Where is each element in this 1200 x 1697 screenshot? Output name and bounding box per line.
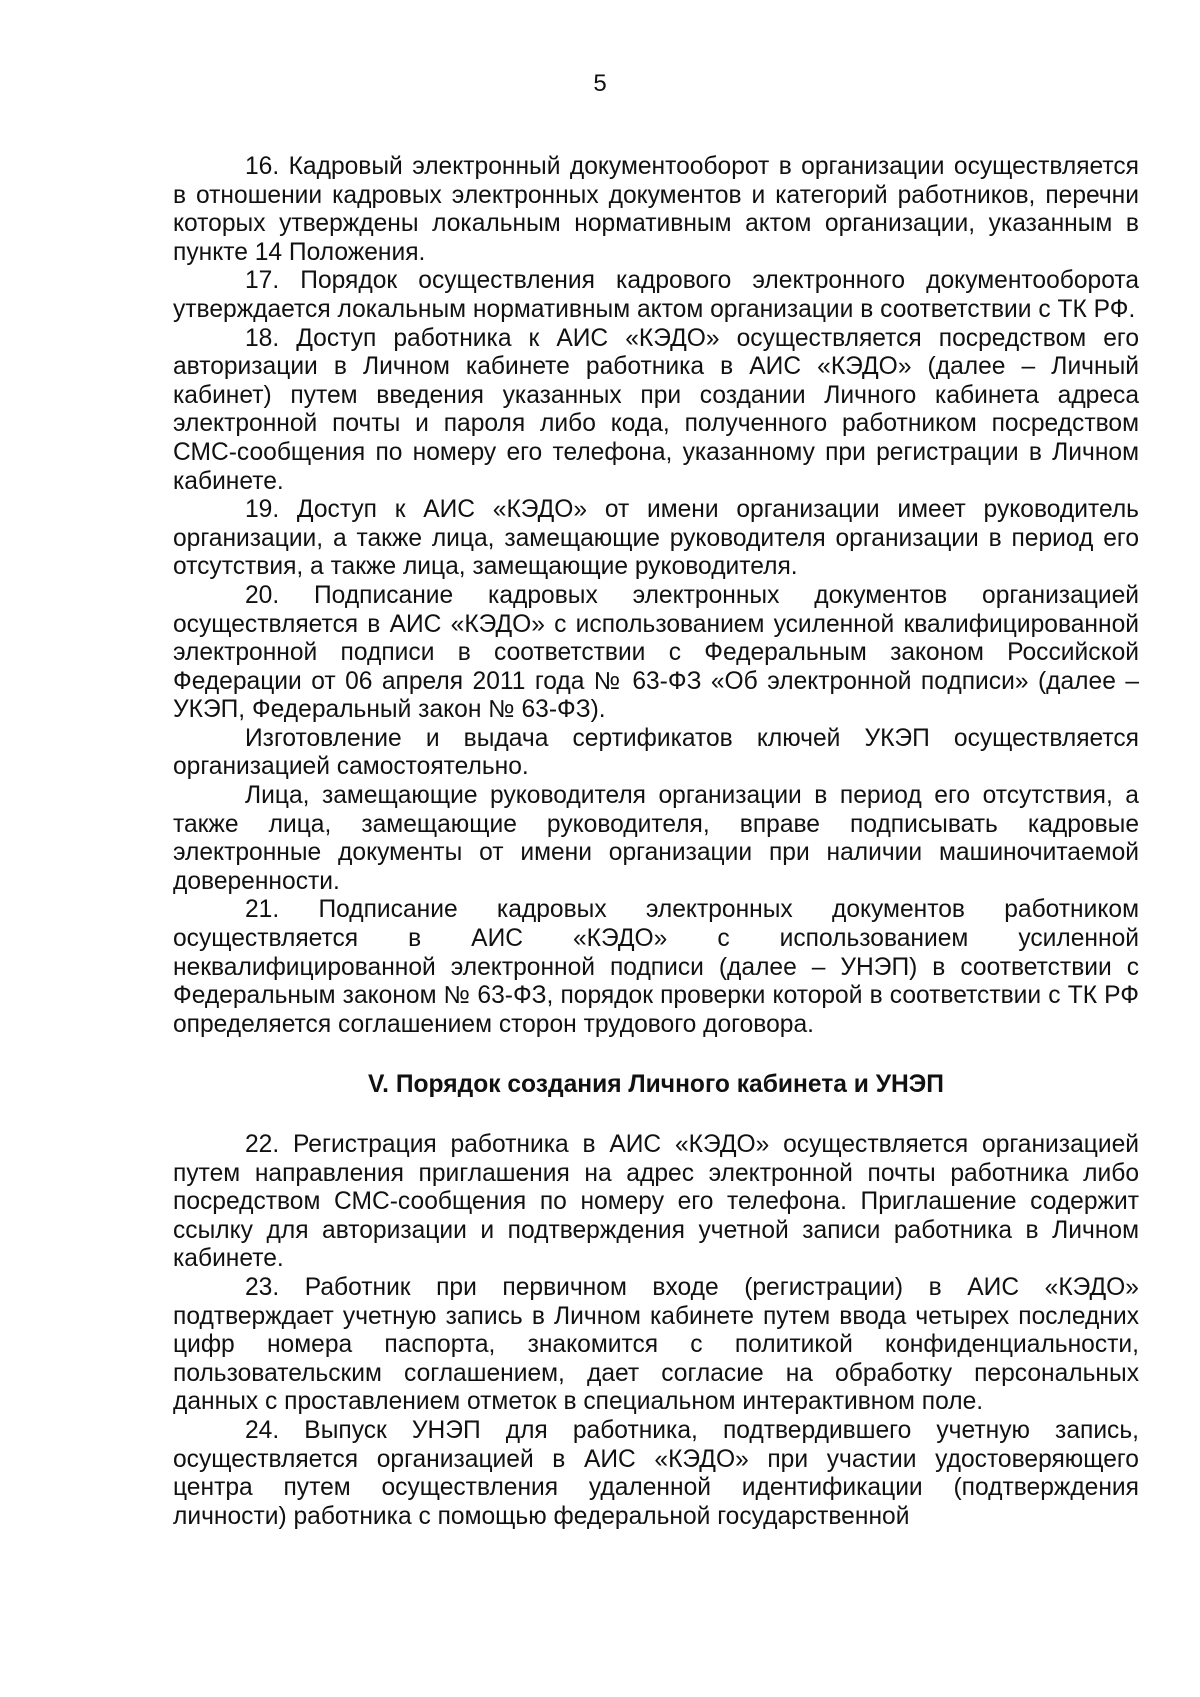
paragraph-23: 23. Работник при первичном входе (регистрации) в АИС «КЭДО» подтверждает учетную запись в Личном кабинете путем ввода четырех последних цифр номера паспорта, знакомится с политикой конфиденциальности, пользовательским соглашением, дает согласие на обработку персональных данных с проставлением отметок в специальном интерактивном поле. — [173, 1273, 1139, 1416]
paragraph-20-certificates: Изготовление и выдача сертификатов ключей УКЭП осуществляется организацией самостоятельно. — [173, 724, 1139, 781]
paragraph-17: 17. Порядок осуществления кадрового электронного документооборота утверждается локальным нормативным актом организации в соответствии с ТК РФ. — [173, 267, 1139, 323]
paragraph-20: 20. Подписание кадровых электронных документов организацией осуществляется в АИС «КЭДО» с использованием усиленной квалифицированной электронной подписи в соответствии с Федеральным законом Российской Федерации от 06 апреля 2011 года № 63-ФЗ «Об электронной подписи» (далее – УКЭП, Федеральный закон № 63-ФЗ). — [173, 581, 1139, 724]
paragraph-18: 18. Доступ работника к АИС «КЭДО» осуществляется посредством его авторизации в Личном кабинете работника в АИС «КЭДО» (далее – Личный кабинет) путем введения указанных при создании Личного кабинета адреса электронной почты и пароля либо кода, полученного работником посредством СМС-сообщения по номеру его телефона, указанному при регистрации в Личном кабинете. — [173, 324, 1139, 495]
paragraph-22: 22. Регистрация работника в АИС «КЭДО» осуществляется организацией путем направления приглашения на адрес электронной почты работника либо посредством СМС-сообщения по номеру его телефона. Приглашение содержит ссылку для авторизации и подтверждения учетной записи работника в Личном кабинете. — [173, 1131, 1139, 1273]
paragraph-19: 19. Доступ к АИС «КЭДО» от имени организации имеет руководитель организации, а также лица, замещающие руководителя организации в период его отсутствия, а также лица, замещающие руководителя. — [173, 496, 1139, 581]
paragraph-20-deputies: Лица, замещающие руководителя организации в период его отсутствия, а также лица, замещающие руководителя, вправе подписывать кадровые электронные документы от имени организации при наличии машиночитаемой доверенности. — [173, 782, 1139, 895]
section-heading: V. Порядок создания Личного кабинета и УНЭП — [368, 1071, 944, 1099]
paragraph-16: 16. Кадровый электронный документооборот в организации осуществляется в отношении кадровых электронных документов и категорий работников, перечни которых утверждены локальным нормативным актом организации, указанным в пункте 14 Положения. — [173, 153, 1139, 266]
page-number: 5 — [593, 70, 607, 97]
paragraph-24: 24. Выпуск УНЭП для работника, подтвердившего учетную запись, осуществляется организацией в АИС «КЭДО» при участии удостоверяющего центра путем осуществления удаленной идентификации (подтверждения личности) работника с помощью федеральной государственной — [173, 1416, 1139, 1530]
document-body — [173, 153, 1139, 1531]
paragraph-21: 21. Подписание кадровых электронных документов работником осуществляется в АИС «КЭДО» с использованием усиленной неквалифицированной электронной подписи (далее – УНЭП) в соответствии с Федеральным законом № 63-ФЗ, порядок проверки которой в соответствии с ТК РФ определяется соглашением сторон трудового договора. — [173, 896, 1139, 1038]
